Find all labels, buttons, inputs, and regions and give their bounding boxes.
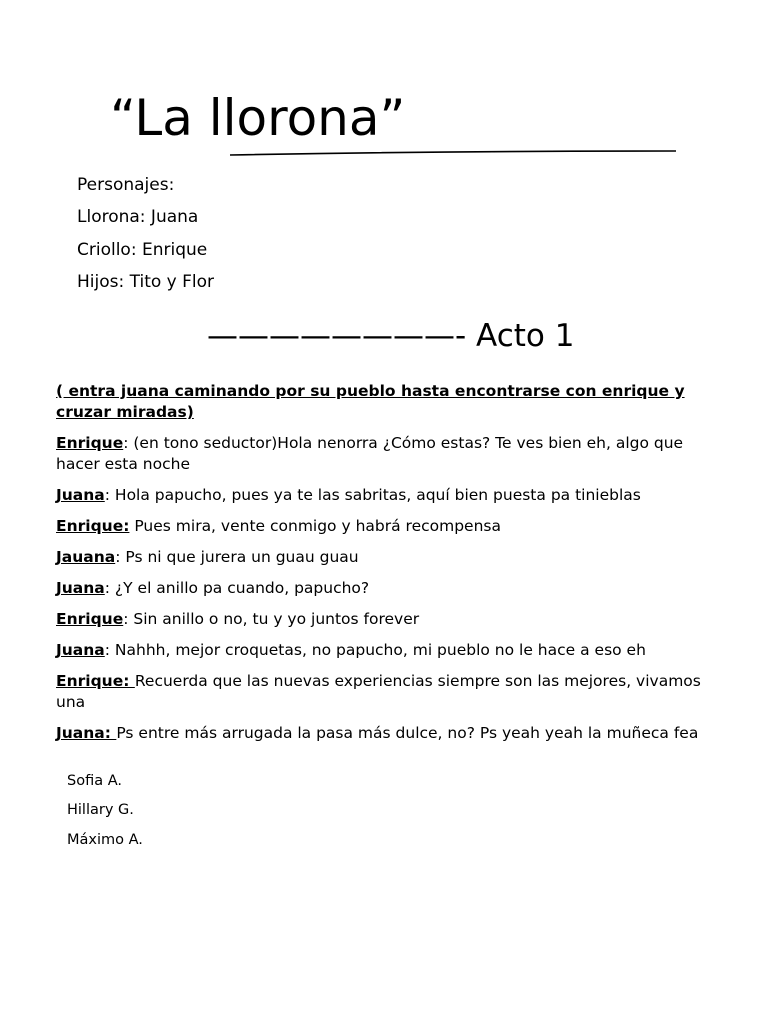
- dialogue-line: [56, 547, 706, 568]
- dialogue-line: [56, 609, 706, 630]
- cast-role: Hijos: Tito y Flor: [77, 271, 215, 292]
- stage-direction: ( entra juana caminando por su pueblo hasta encontrarse con enrique y cruzar miradas): [56, 382, 685, 421]
- speaker-name: Enrique: [56, 610, 124, 628]
- dialogue-line: [56, 578, 706, 599]
- dialogue-line: [56, 723, 706, 744]
- dialogue-line: [56, 433, 706, 475]
- author-name: Hillary G.: [67, 802, 134, 819]
- author-name: Máximo A.: [67, 831, 143, 848]
- dialogue-text: : (en tono seductor)Hola nenorra ¿Cómo estas? Te ves bien eh, algo que hacer esta noche: [56, 434, 684, 473]
- speaker-name: Juana: [56, 641, 105, 659]
- title-underline: [228, 146, 680, 158]
- dialogue-text: Ps entre más arrugada la pasa más dulce, no? Ps yeah yeah la muñeca fea: [116, 724, 699, 742]
- script-body: [56, 381, 706, 754]
- cast-heading: Personajes:: [77, 175, 175, 195]
- dialogue-line: [56, 485, 706, 506]
- dialogue-text: : ¿Y el anillo pa cuando, papucho?: [104, 579, 370, 597]
- speaker-name: Juana: [56, 579, 105, 597]
- speaker-name: Enrique:: [56, 672, 135, 690]
- dialogue-text: : Sin anillo o no, tu y yo juntos forever: [123, 610, 420, 628]
- speaker-name: Enrique: [56, 434, 124, 452]
- dialogue-text: Recuerda que las nuevas experiencias siempre son las mejores, vivamos una: [56, 672, 701, 711]
- dialogue-line: [56, 640, 706, 661]
- dialogue-line: [56, 516, 706, 537]
- speaker-name: Juana:: [56, 724, 117, 742]
- dialogue-text: : Ps ni que jurera un guau guau: [115, 548, 359, 566]
- page-title: “La llorona”: [110, 89, 406, 147]
- dialogue-text: : Nahhh, mejor croquetas, no papucho, mi pueblo no le hace a eso eh: [104, 641, 646, 659]
- dialogue-text: : Hola papucho, pues ya te las sabritas, aquí bien puesta pa tinieblas: [104, 486, 641, 504]
- author-list: [67, 771, 143, 859]
- cast-role: Criollo: Enrique: [77, 239, 208, 260]
- dialogue-text: Pues mira, vente conmigo y habrá recompensa: [129, 517, 501, 535]
- author-name: Sofia A.: [67, 773, 122, 789]
- speaker-name: Jauana: [56, 548, 116, 566]
- cast-role: Llorona: Juana: [77, 207, 199, 228]
- act-heading: ————————- Acto 1: [207, 318, 575, 354]
- dialogue-line: [56, 671, 706, 713]
- speaker-name: Juana: [56, 486, 105, 504]
- cast-list: [77, 173, 214, 302]
- speaker-name: Enrique:: [56, 517, 130, 535]
